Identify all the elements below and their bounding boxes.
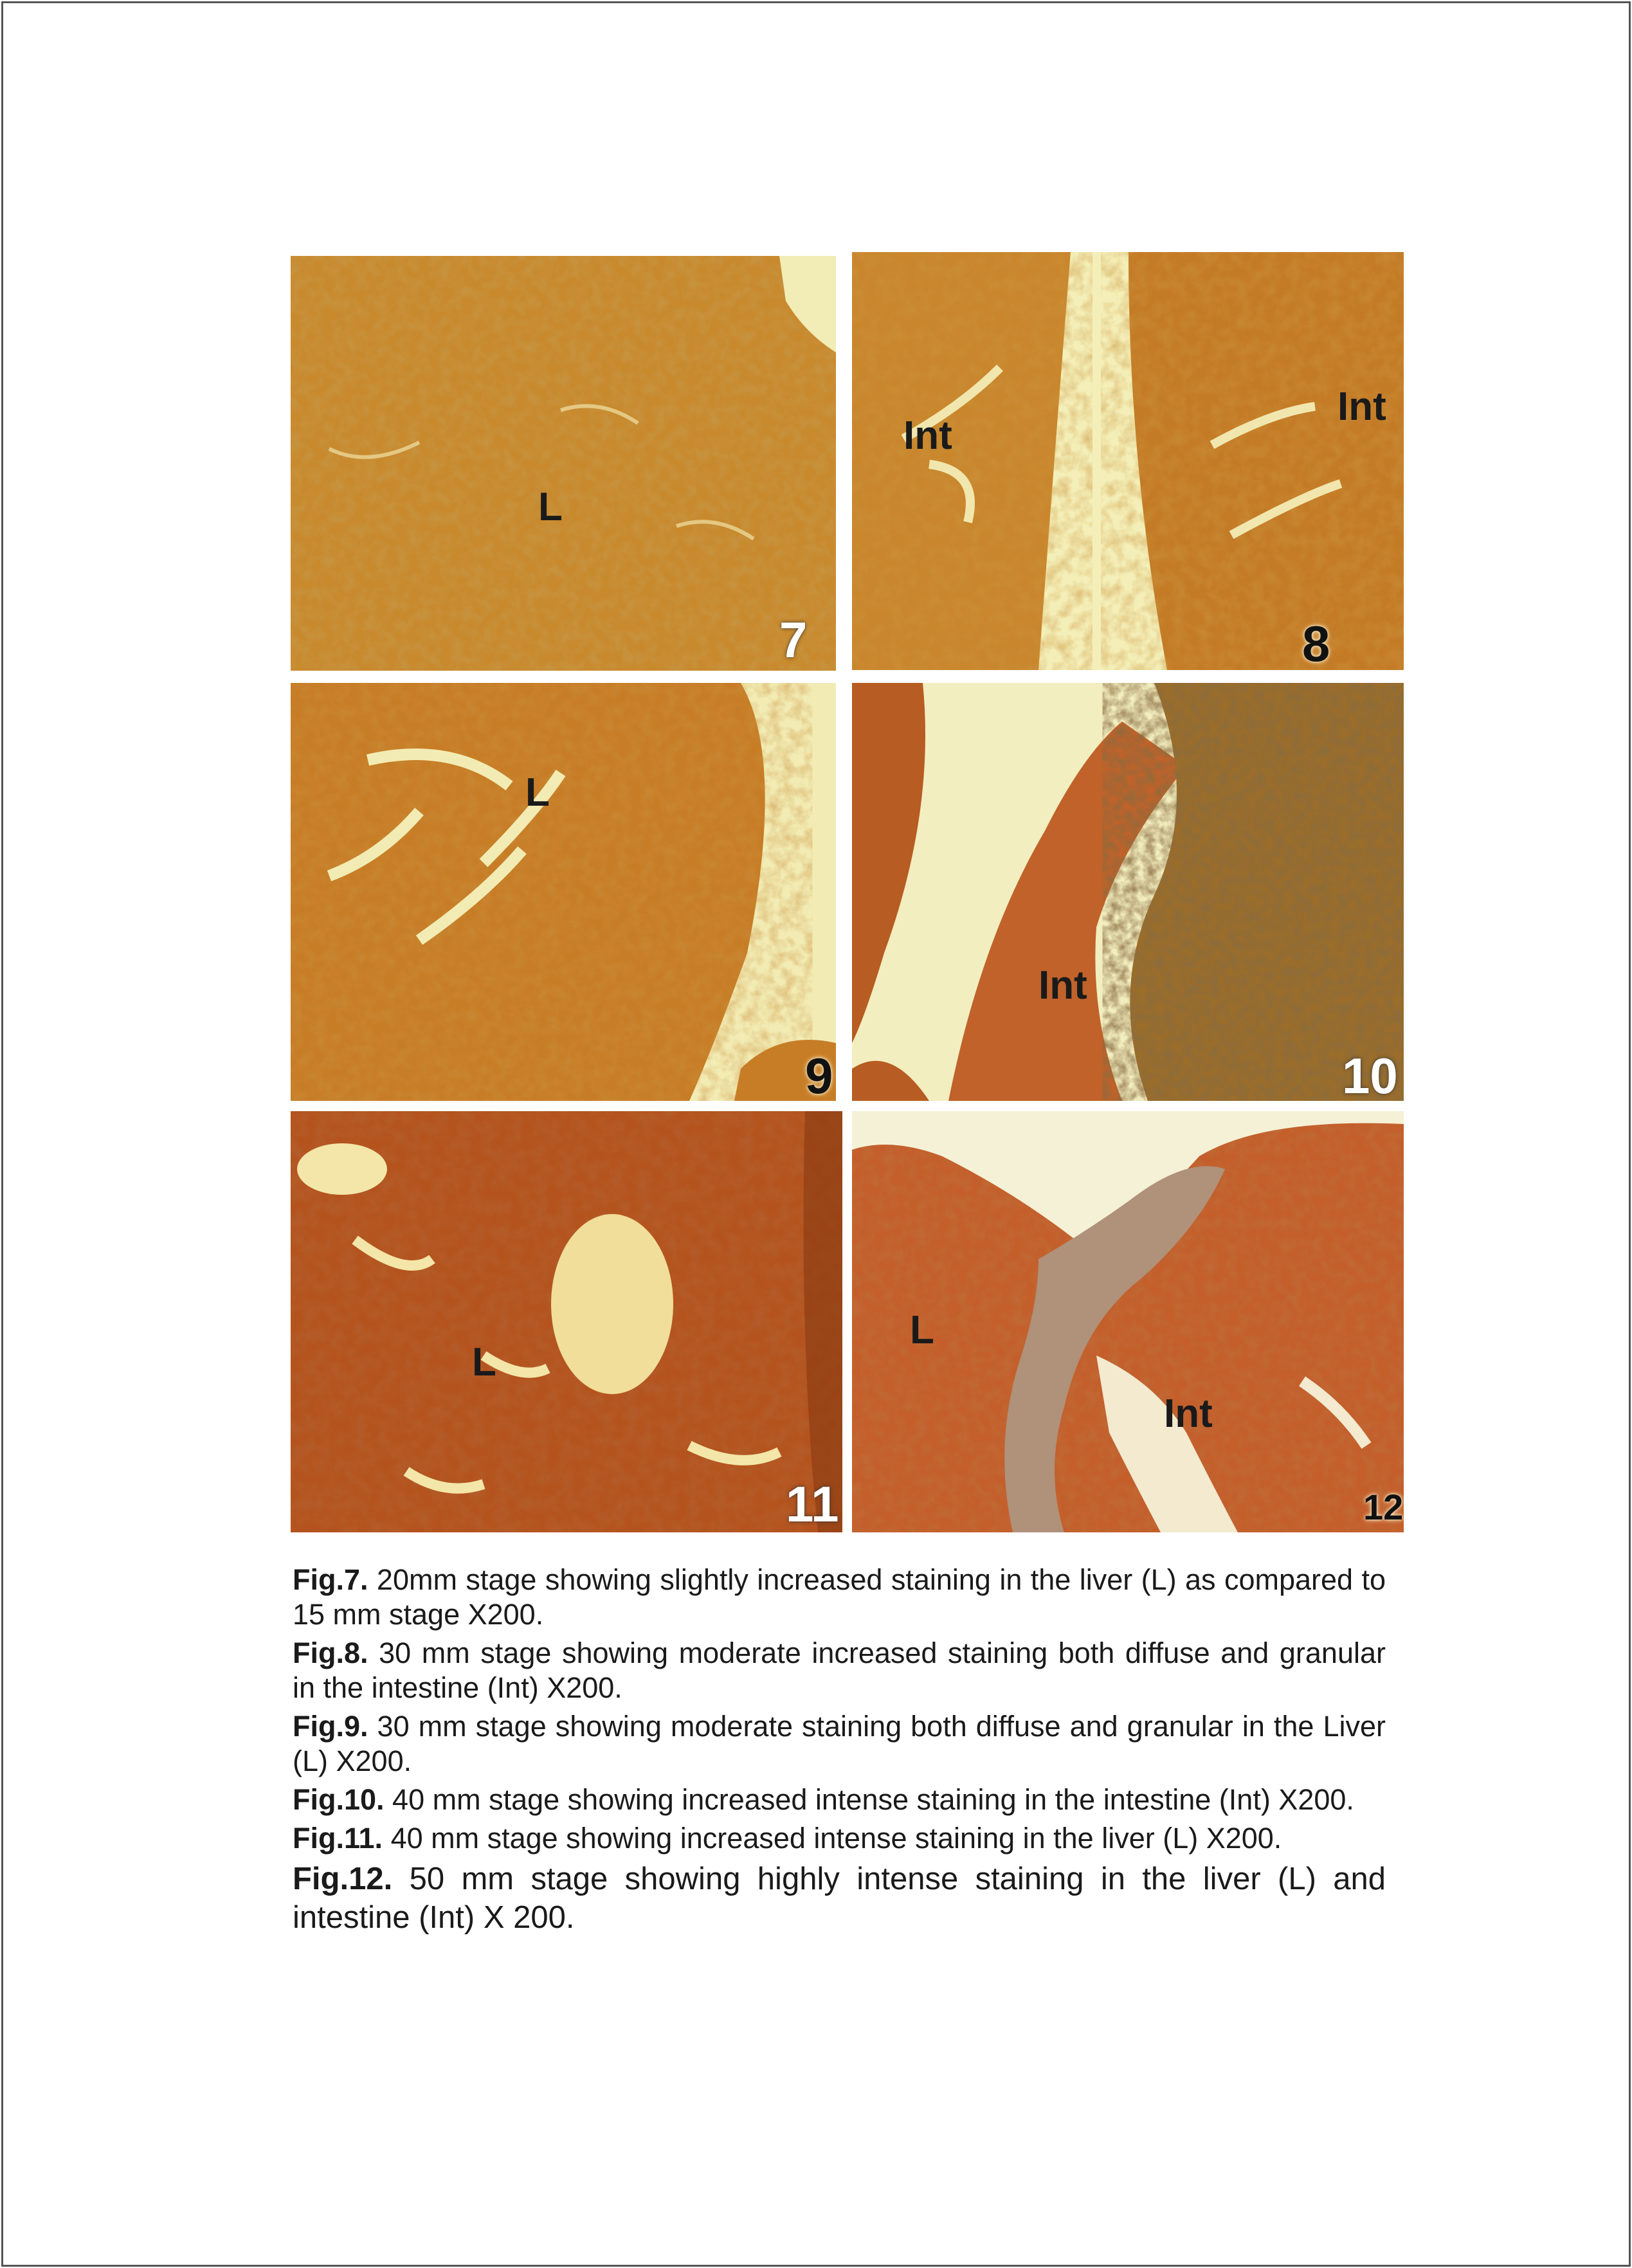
caption-fig-12	[293, 1860, 1386, 1937]
caption-text: 50 mm stage showing highly intense staining in the liver (L) and intestine (Int) X 200.	[293, 1862, 1386, 1935]
caption-fig-10	[293, 1783, 1386, 1817]
caption-fig-9	[293, 1709, 1386, 1779]
caption-fig-label: Fig.9.	[293, 1710, 368, 1743]
label-liver: L	[525, 770, 550, 815]
caption-text: 20mm stage showing slightly increased staining in the liver (L) as compared to 15 mm stage X200.	[293, 1563, 1386, 1631]
figure-number: 12	[1363, 1487, 1404, 1527]
caption-fig-7	[293, 1563, 1386, 1632]
micrograph-fig-8	[852, 252, 1404, 670]
micrograph-fig-9	[291, 683, 836, 1101]
micrograph-fig-12	[852, 1111, 1404, 1532]
micrograph-fig-7	[291, 256, 836, 671]
figure-number: 7	[779, 612, 808, 668]
caption-fig-8	[293, 1636, 1386, 1705]
figure-captions	[293, 1563, 1386, 1941]
caption-text: 40 mm stage showing increased intense staining in the intestine (Int) X200.	[384, 1783, 1354, 1816]
label-liver: L	[910, 1308, 934, 1352]
label-intestine: Int	[1038, 963, 1087, 1008]
caption-fig-label: Fig.8.	[293, 1637, 368, 1669]
caption-fig-label: Fig.7.	[293, 1563, 368, 1596]
micrograph-fig-10	[852, 683, 1404, 1101]
label-intestine: Int	[1164, 1392, 1213, 1436]
caption-text: 40 mm stage showing increased intense staining in the liver (L) X200.	[383, 1822, 1282, 1855]
figure-number: 10	[1342, 1048, 1398, 1101]
figure-number: 8	[1302, 615, 1330, 670]
figure-number: 9	[805, 1048, 833, 1101]
figure-number: 11	[786, 1476, 839, 1532]
label-liver: L	[538, 485, 563, 529]
caption-fig-label: Fig.12.	[293, 1862, 393, 1896]
label-intestine: Int	[903, 413, 952, 458]
caption-fig-label: Fig.10.	[293, 1783, 385, 1816]
caption-text: 30 mm stage showing moderate increased staining both diffuse and granular in the intestine (Int) X200.	[293, 1637, 1386, 1704]
caption-fig-label: Fig.11.	[293, 1822, 383, 1855]
label-intestine: Int	[1337, 385, 1386, 429]
caption-fig-11	[293, 1821, 1386, 1856]
caption-text: 30 mm stage showing moderate staining both diffuse and granular in the Liver (L) X200.	[293, 1710, 1386, 1777]
micrograph-fig-11	[291, 1111, 842, 1532]
label-liver: L	[472, 1340, 496, 1384]
